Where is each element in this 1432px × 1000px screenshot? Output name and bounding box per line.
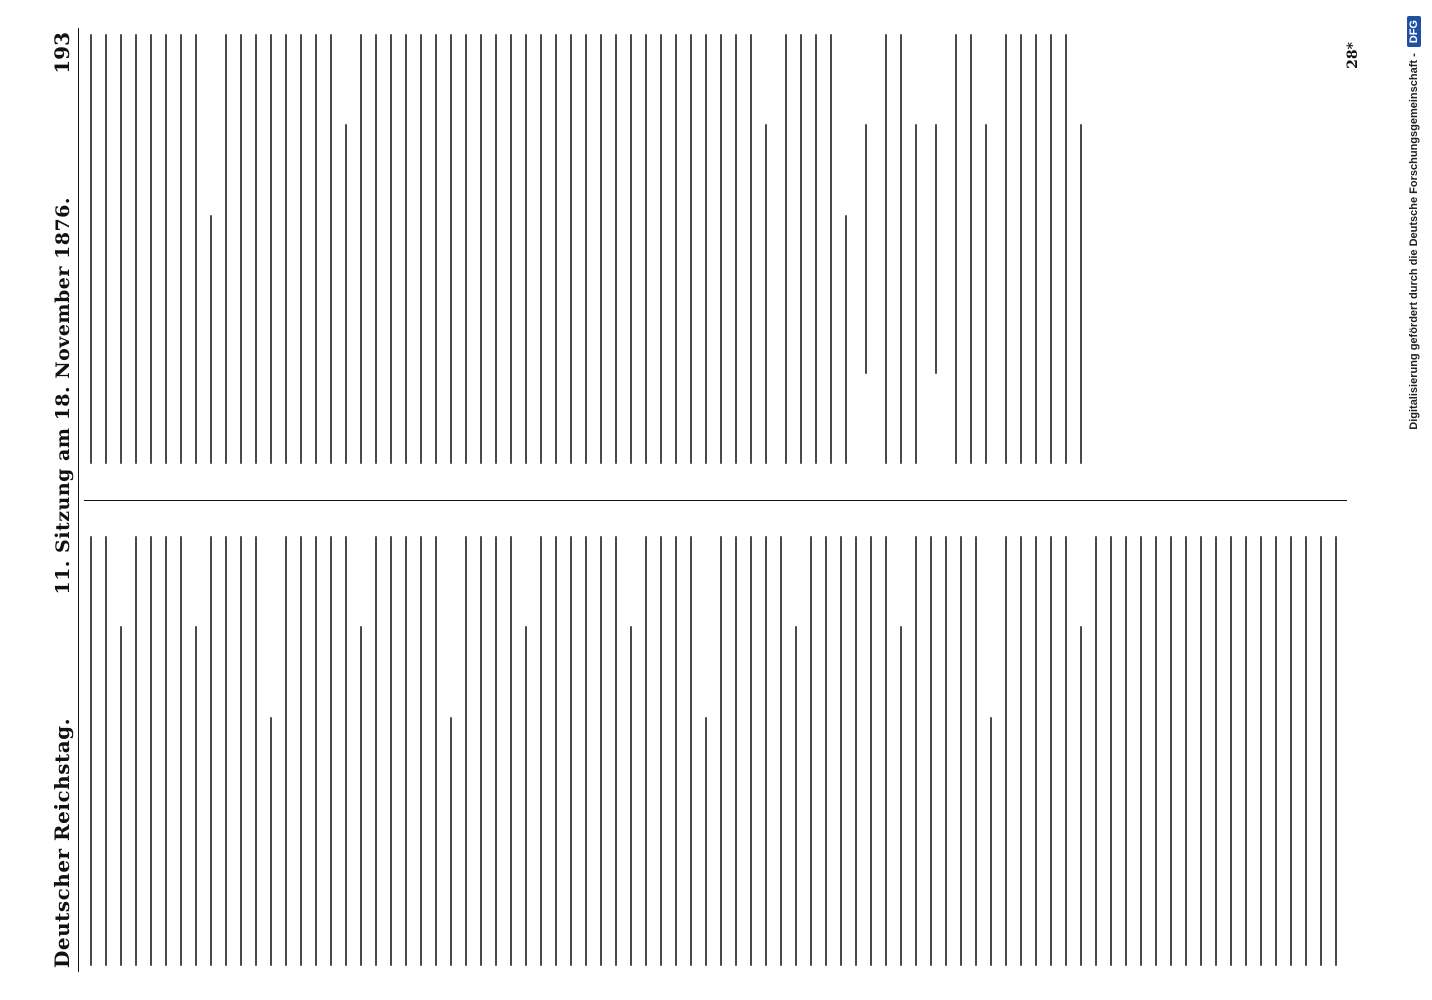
text-line — [495, 34, 497, 464]
text-line — [405, 536, 407, 966]
signature-mark: 28* — [1345, 42, 1361, 69]
text-line — [120, 34, 122, 464]
text-line — [195, 34, 197, 464]
text-line — [720, 536, 722, 966]
running-header — [40, 28, 79, 972]
text-line — [375, 34, 377, 464]
text-line — [1050, 34, 1052, 464]
text-line — [1170, 536, 1172, 966]
text-line — [105, 34, 107, 464]
text-line — [1335, 536, 1337, 966]
text-line — [675, 536, 677, 966]
text-line — [405, 34, 407, 464]
text-line — [585, 536, 587, 966]
text-line — [900, 626, 902, 966]
text-line — [780, 536, 782, 966]
text-line — [345, 536, 347, 966]
running-header-left: Deutscher Reichstag. — [50, 717, 74, 968]
text-line — [600, 536, 602, 966]
text-line — [1080, 124, 1082, 464]
text-line — [1245, 536, 1247, 966]
text-line — [1230, 536, 1232, 966]
text-line — [255, 536, 257, 966]
text-line — [540, 34, 542, 464]
text-line — [315, 536, 317, 966]
text-line — [885, 34, 887, 464]
text-line — [915, 124, 917, 464]
text-line — [225, 34, 227, 464]
text-line — [285, 536, 287, 966]
text-line — [885, 536, 887, 966]
scanned-page — [40, 28, 1365, 972]
text-line — [1125, 536, 1127, 966]
text-line — [865, 124, 867, 373]
text-line — [1200, 536, 1202, 966]
text-line — [1305, 536, 1307, 966]
text-line — [510, 536, 512, 966]
text-line — [855, 536, 857, 966]
text-line — [815, 34, 817, 464]
text-line — [90, 34, 92, 464]
text-line — [495, 536, 497, 966]
text-line — [1140, 536, 1142, 966]
text-line — [990, 717, 992, 966]
text-line — [1005, 536, 1007, 966]
text-line — [800, 34, 802, 464]
text-line — [960, 536, 962, 966]
text-line — [330, 536, 332, 966]
text-line — [210, 215, 212, 464]
text-line — [435, 34, 437, 464]
text-line — [120, 626, 122, 966]
text-line — [525, 34, 527, 464]
text-line — [300, 536, 302, 966]
text-line — [1020, 34, 1022, 464]
text-line — [735, 34, 737, 464]
text-line — [1110, 536, 1112, 966]
text-line — [345, 124, 347, 464]
digitization-note-text: Digitalisierung gefördert durch die Deutsche Forschungsgemeinschaft - — [1408, 53, 1420, 430]
text-line — [150, 536, 152, 966]
text-line — [150, 34, 152, 464]
digitization-note-row — [1398, 0, 1430, 1000]
text-line — [645, 34, 647, 464]
page-number: 193 — [50, 32, 74, 74]
text-line — [90, 536, 92, 966]
text-line — [645, 536, 647, 966]
text-line — [765, 124, 767, 464]
text-line — [195, 626, 197, 966]
text-line — [1260, 536, 1262, 966]
text-line — [825, 536, 827, 966]
text-line — [705, 34, 707, 464]
text-line — [570, 536, 572, 966]
text-line — [165, 536, 167, 966]
left-text-column — [90, 536, 1347, 966]
text-line — [315, 34, 317, 464]
text-line — [420, 536, 422, 966]
text-line — [450, 34, 452, 464]
text-line — [180, 34, 182, 464]
text-line — [285, 34, 287, 464]
dfg-logo: DFG — [1407, 16, 1421, 47]
text-line — [955, 34, 957, 464]
running-header-middle: 11. Sitzung am 18. November 1876. — [52, 196, 74, 595]
text-line — [750, 34, 752, 464]
text-line — [465, 536, 467, 966]
text-line — [690, 536, 692, 966]
text-line — [465, 34, 467, 464]
text-line — [390, 34, 392, 464]
text-line — [870, 536, 872, 966]
text-line — [985, 124, 987, 464]
text-line — [135, 536, 137, 966]
digitization-note — [1398, 0, 1430, 1000]
text-line — [1050, 536, 1052, 966]
text-line — [1215, 536, 1217, 966]
text-line — [945, 536, 947, 966]
text-line — [1185, 536, 1187, 966]
text-line — [270, 717, 272, 966]
text-line — [840, 536, 842, 966]
text-line — [600, 34, 602, 464]
text-line — [630, 626, 632, 966]
text-line — [450, 717, 452, 966]
text-line — [795, 626, 797, 966]
text-line — [615, 34, 617, 464]
text-line — [375, 536, 377, 966]
text-line — [660, 536, 662, 966]
text-line — [1155, 536, 1157, 966]
text-line — [480, 34, 482, 464]
text-line — [270, 34, 272, 464]
text-line — [1065, 34, 1067, 464]
text-line — [480, 536, 482, 966]
text-line — [435, 536, 437, 966]
text-line — [555, 536, 557, 966]
text-line — [915, 536, 917, 966]
text-line — [360, 34, 362, 464]
text-line — [525, 626, 527, 966]
text-line — [675, 34, 677, 464]
text-line — [1290, 536, 1292, 966]
text-line — [180, 536, 182, 966]
text-line — [735, 536, 737, 966]
text-line — [360, 626, 362, 966]
text-line — [330, 34, 332, 464]
text-line — [690, 34, 692, 464]
text-line — [540, 536, 542, 966]
text-line — [750, 536, 752, 966]
text-line — [1035, 536, 1037, 966]
text-line — [585, 34, 587, 464]
text-line — [810, 536, 812, 966]
column-rule — [84, 500, 1347, 501]
text-line — [765, 536, 767, 966]
text-line — [1080, 626, 1082, 966]
text-line — [900, 34, 902, 464]
text-line — [105, 536, 107, 966]
text-line — [240, 536, 242, 966]
text-line — [300, 34, 302, 464]
text-line — [240, 34, 242, 464]
text-line — [830, 34, 832, 464]
text-line — [935, 124, 937, 373]
page-content — [40, 28, 1365, 972]
text-line — [390, 536, 392, 966]
text-line — [210, 536, 212, 966]
text-line — [1065, 536, 1067, 966]
text-line — [660, 34, 662, 464]
text-line — [1005, 34, 1007, 464]
text-line — [510, 34, 512, 464]
text-line — [1320, 536, 1322, 966]
text-line — [720, 34, 722, 464]
text-line — [555, 34, 557, 464]
text-line — [970, 34, 972, 464]
text-line — [930, 536, 932, 966]
text-line — [705, 717, 707, 966]
text-line — [135, 34, 137, 464]
text-line — [615, 536, 617, 966]
text-line — [785, 34, 787, 464]
text-line — [1275, 536, 1277, 966]
text-line — [255, 34, 257, 464]
text-line — [845, 215, 847, 464]
text-line — [1035, 34, 1037, 464]
text-line — [1095, 536, 1097, 966]
text-line — [1020, 536, 1022, 966]
right-text-column — [90, 34, 1347, 464]
text-line — [630, 34, 632, 464]
text-line — [420, 34, 422, 464]
text-line — [570, 34, 572, 464]
text-line — [975, 536, 977, 966]
text-line — [165, 34, 167, 464]
text-line — [225, 536, 227, 966]
